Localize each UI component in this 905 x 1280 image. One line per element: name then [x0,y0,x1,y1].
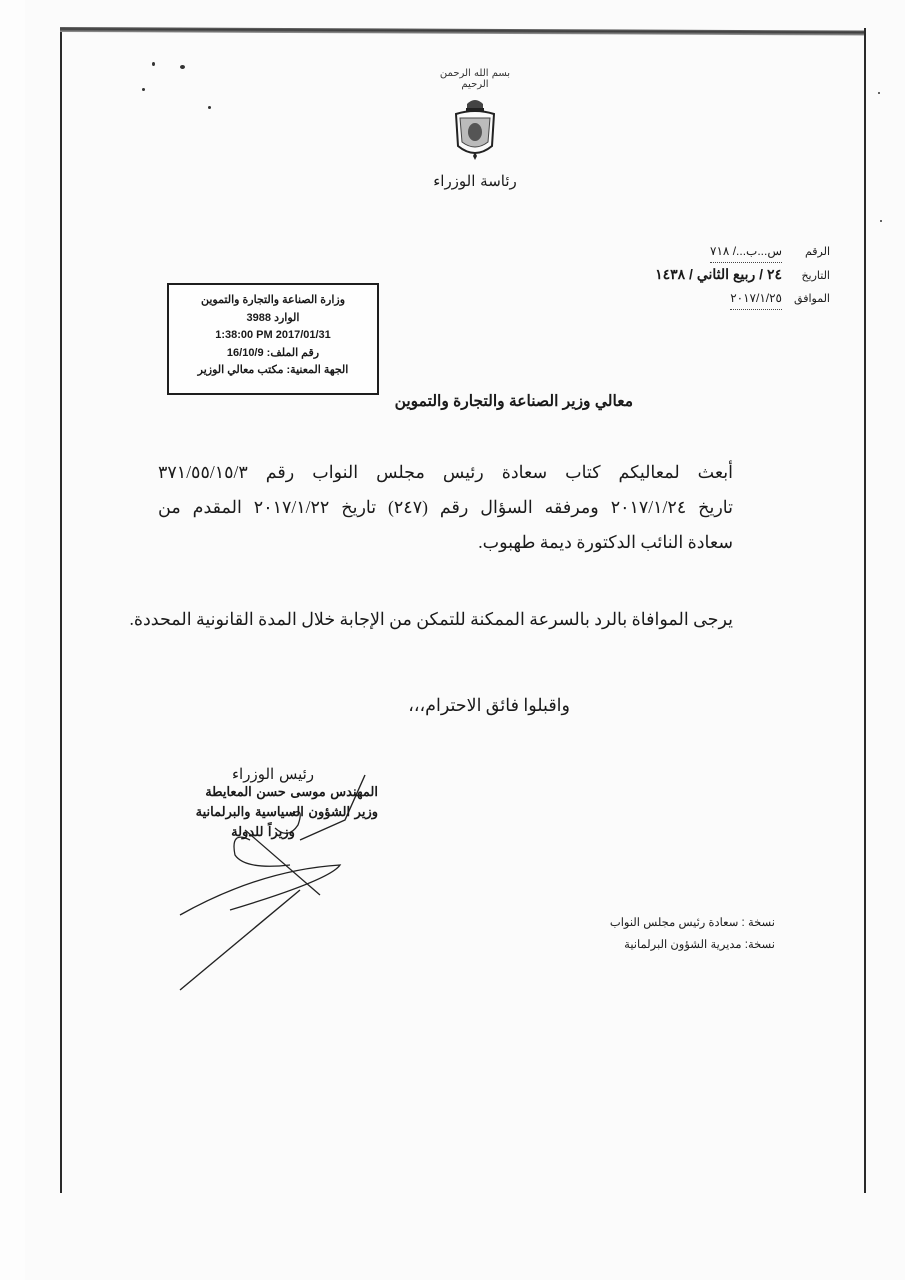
reference-block [570,240,830,310]
signer-title: رئيس الوزراء [231,765,315,783]
stamp-datetime: 1:38:00 PM 2017/01/31 [215,329,331,341]
signature-block [178,765,378,843]
office-name: رئاسة الوزراء [433,172,517,190]
gregorian-date-row [570,287,830,310]
signer-name: المهندس موسى حسن المعايطة [205,785,378,800]
gregorian-date-label: الموافق [794,292,830,305]
stamp-ministry: وزارة الصناعة والتجارة والتموين [200,294,346,306]
date-label: التاريخ [801,269,830,282]
scan-speck [180,65,185,69]
copies-list [610,912,775,956]
letterhead [425,68,525,190]
basmala: بسم الله الرحمن الرحيم [439,68,511,90]
scan-speck [152,62,155,66]
body-line-1: أبعث لمعاليكم كتاب سعادة رئيس مجلس النواب رقم ٣٧١/٥٥/١٥/٣ [158,462,733,482]
signer-position-2: وزيراً للدولة [231,825,295,840]
hijri-date-row [570,263,830,287]
gregorian-date-value: ٢٠١٧/١/٢٥ [730,287,782,310]
scan-speck [142,88,145,91]
closing-salutation: واقبلوا فائق الاحترام،،، [408,695,570,715]
signer-position: وزير الشؤون السياسية والبرلمانية [195,805,378,820]
incoming-stamp [167,283,379,395]
reference-number-label: الرقم [804,245,830,258]
body-line-3: سعادة النائب الدكتورة ديمة طهبوب. [478,532,733,552]
copy-recipient: نسخة : سعادة رئيس مجلس النواب [609,917,775,929]
reference-number-value: س...ب.../ ٧١٨ [710,240,782,263]
scan-speck [208,106,211,109]
reference-number-row [570,240,830,263]
stamp-file-number: رقم الملف: 16/10/9 [226,346,320,359]
copy-recipient: نسخة: مديرية الشؤون البرلمانية [624,939,775,951]
stamp-department: الجهة المعنية: مكتب معالي الوزير [197,364,349,376]
stamp-incoming-number: الوارد 3988 [246,311,300,324]
hijri-date-value: ٢٤ / ربيع الثاني / ١٤٣٨ [655,266,782,282]
addressee: معالي وزير الصناعة والتجارة والتموين [394,393,633,410]
scan-speck [880,220,882,222]
jordan-coat-of-arms-icon [450,94,500,166]
request-paragraph: يرجى الموافاة بالرد بالسرعة الممكنة للتمكن من الإجابة خلال المدة القانونية المحددة. [129,609,733,629]
scan-speck [878,92,880,94]
body-line-2: تاريخ ٢٠١٧/١/٢٤ ومرفقه السؤال رقم (٢٤٧) تاريخ ٢٠١٧/١/٢٢ المقدم من [158,497,734,517]
